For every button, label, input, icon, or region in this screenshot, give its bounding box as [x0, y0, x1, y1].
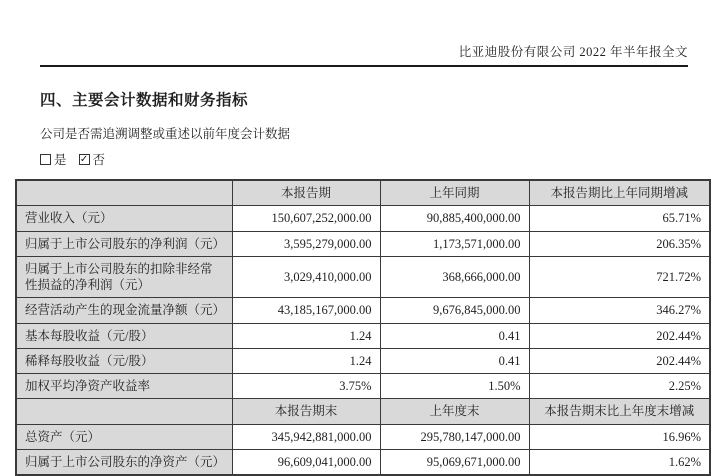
option-no-label: 否: [92, 153, 106, 167]
value-change: 721.72%: [529, 256, 710, 298]
value-current: 43,185,167,000.00: [232, 298, 380, 323]
corner-cell: [16, 399, 232, 424]
value-current: 345,942,881,000.00: [232, 424, 380, 449]
col-header-period-end: 本报告期末: [232, 399, 380, 424]
value-prior: 1,173,571,000.00: [380, 231, 529, 256]
row-label: 基本每股收益（元/股）: [16, 323, 232, 348]
value-change: 2.25%: [529, 374, 710, 399]
checkbox-unchecked-icon: [40, 154, 51, 165]
value-prior: 368,666,000.00: [380, 256, 529, 298]
restatement-note: 公司是否需追溯调整或重述以前年度会计数据: [40, 127, 291, 141]
row-label: 总资产（元）: [16, 424, 232, 449]
col-header-period-change: 本报告期比上年同期增减: [529, 180, 710, 206]
col-header-prior-period: 上年同期: [380, 180, 529, 206]
section-heading: 四、主要会计数据和财务指标: [40, 92, 249, 109]
row-label: 营业收入（元）: [16, 206, 232, 231]
option-no: [79, 150, 106, 168]
table-row: [16, 348, 710, 373]
table-row: [16, 298, 710, 323]
table-row: [16, 231, 710, 256]
value-current: 3,595,279,000.00: [232, 231, 380, 256]
col-header-period-end-change: 本报告期末比上年度末增减: [529, 399, 710, 424]
value-prior: 0.41: [380, 348, 529, 373]
row-label: 稀释每股收益（元/股）: [16, 348, 232, 373]
table-row: [16, 256, 710, 298]
financial-indicators-table: [15, 179, 711, 476]
value-current: 3,029,410,000.00: [232, 256, 380, 298]
col-header-current-period: 本报告期: [232, 180, 380, 206]
value-change: 206.35%: [529, 231, 710, 256]
checkbox-checked-icon: ✓: [79, 153, 89, 165]
table-row: [16, 449, 710, 475]
value-prior: 95,069,671,000.00: [380, 449, 529, 475]
table-row: [16, 374, 710, 399]
value-current: 3.75%: [232, 374, 380, 399]
value-current: 96,609,041,000.00: [232, 449, 380, 475]
option-yes-label: 是: [54, 153, 67, 167]
value-change: 16.96%: [529, 424, 710, 449]
value-change: 202.44%: [529, 323, 710, 348]
value-prior: 9,676,845,000.00: [380, 298, 529, 323]
value-current: 1.24: [232, 348, 380, 373]
value-current: 150,607,252,000.00: [232, 206, 380, 231]
value-prior: 295,780,147,000.00: [380, 424, 529, 449]
value-change: 202.44%: [529, 348, 710, 373]
value-change: 346.27%: [529, 298, 710, 323]
value-change: 1.62%: [529, 449, 710, 475]
row-label: 经营活动产生的现金流量净额（元）: [16, 298, 232, 323]
restatement-options: [40, 150, 688, 168]
corner-cell: [16, 180, 232, 206]
option-yes: [40, 150, 67, 168]
row-label: 归属于上市公司股东的净利润（元）: [16, 231, 232, 256]
value-prior: 90,885,400,000.00: [380, 206, 529, 231]
table-row: [16, 424, 710, 449]
period-end-header-row: [16, 399, 710, 424]
table-row: [16, 323, 710, 348]
row-label: 归属于上市公司股东的扣除非经常性损益的净利润（元）: [16, 256, 232, 298]
period-header-row: [16, 180, 710, 206]
table-row: [16, 206, 710, 231]
row-label: 加权平均净资产收益率: [16, 374, 232, 399]
value-change: 65.71%: [529, 206, 710, 231]
row-label: 归属于上市公司股东的净资产（元）: [16, 449, 232, 475]
col-header-prior-year-end: 上年度末: [380, 399, 529, 424]
document-page: [0, 42, 721, 476]
report-header-title: 比亚迪股份有限公司 2022 年半年报全文: [40, 42, 688, 67]
value-prior: 0.41: [380, 323, 529, 348]
value-current: 1.24: [232, 323, 380, 348]
value-prior: 1.50%: [380, 374, 529, 399]
